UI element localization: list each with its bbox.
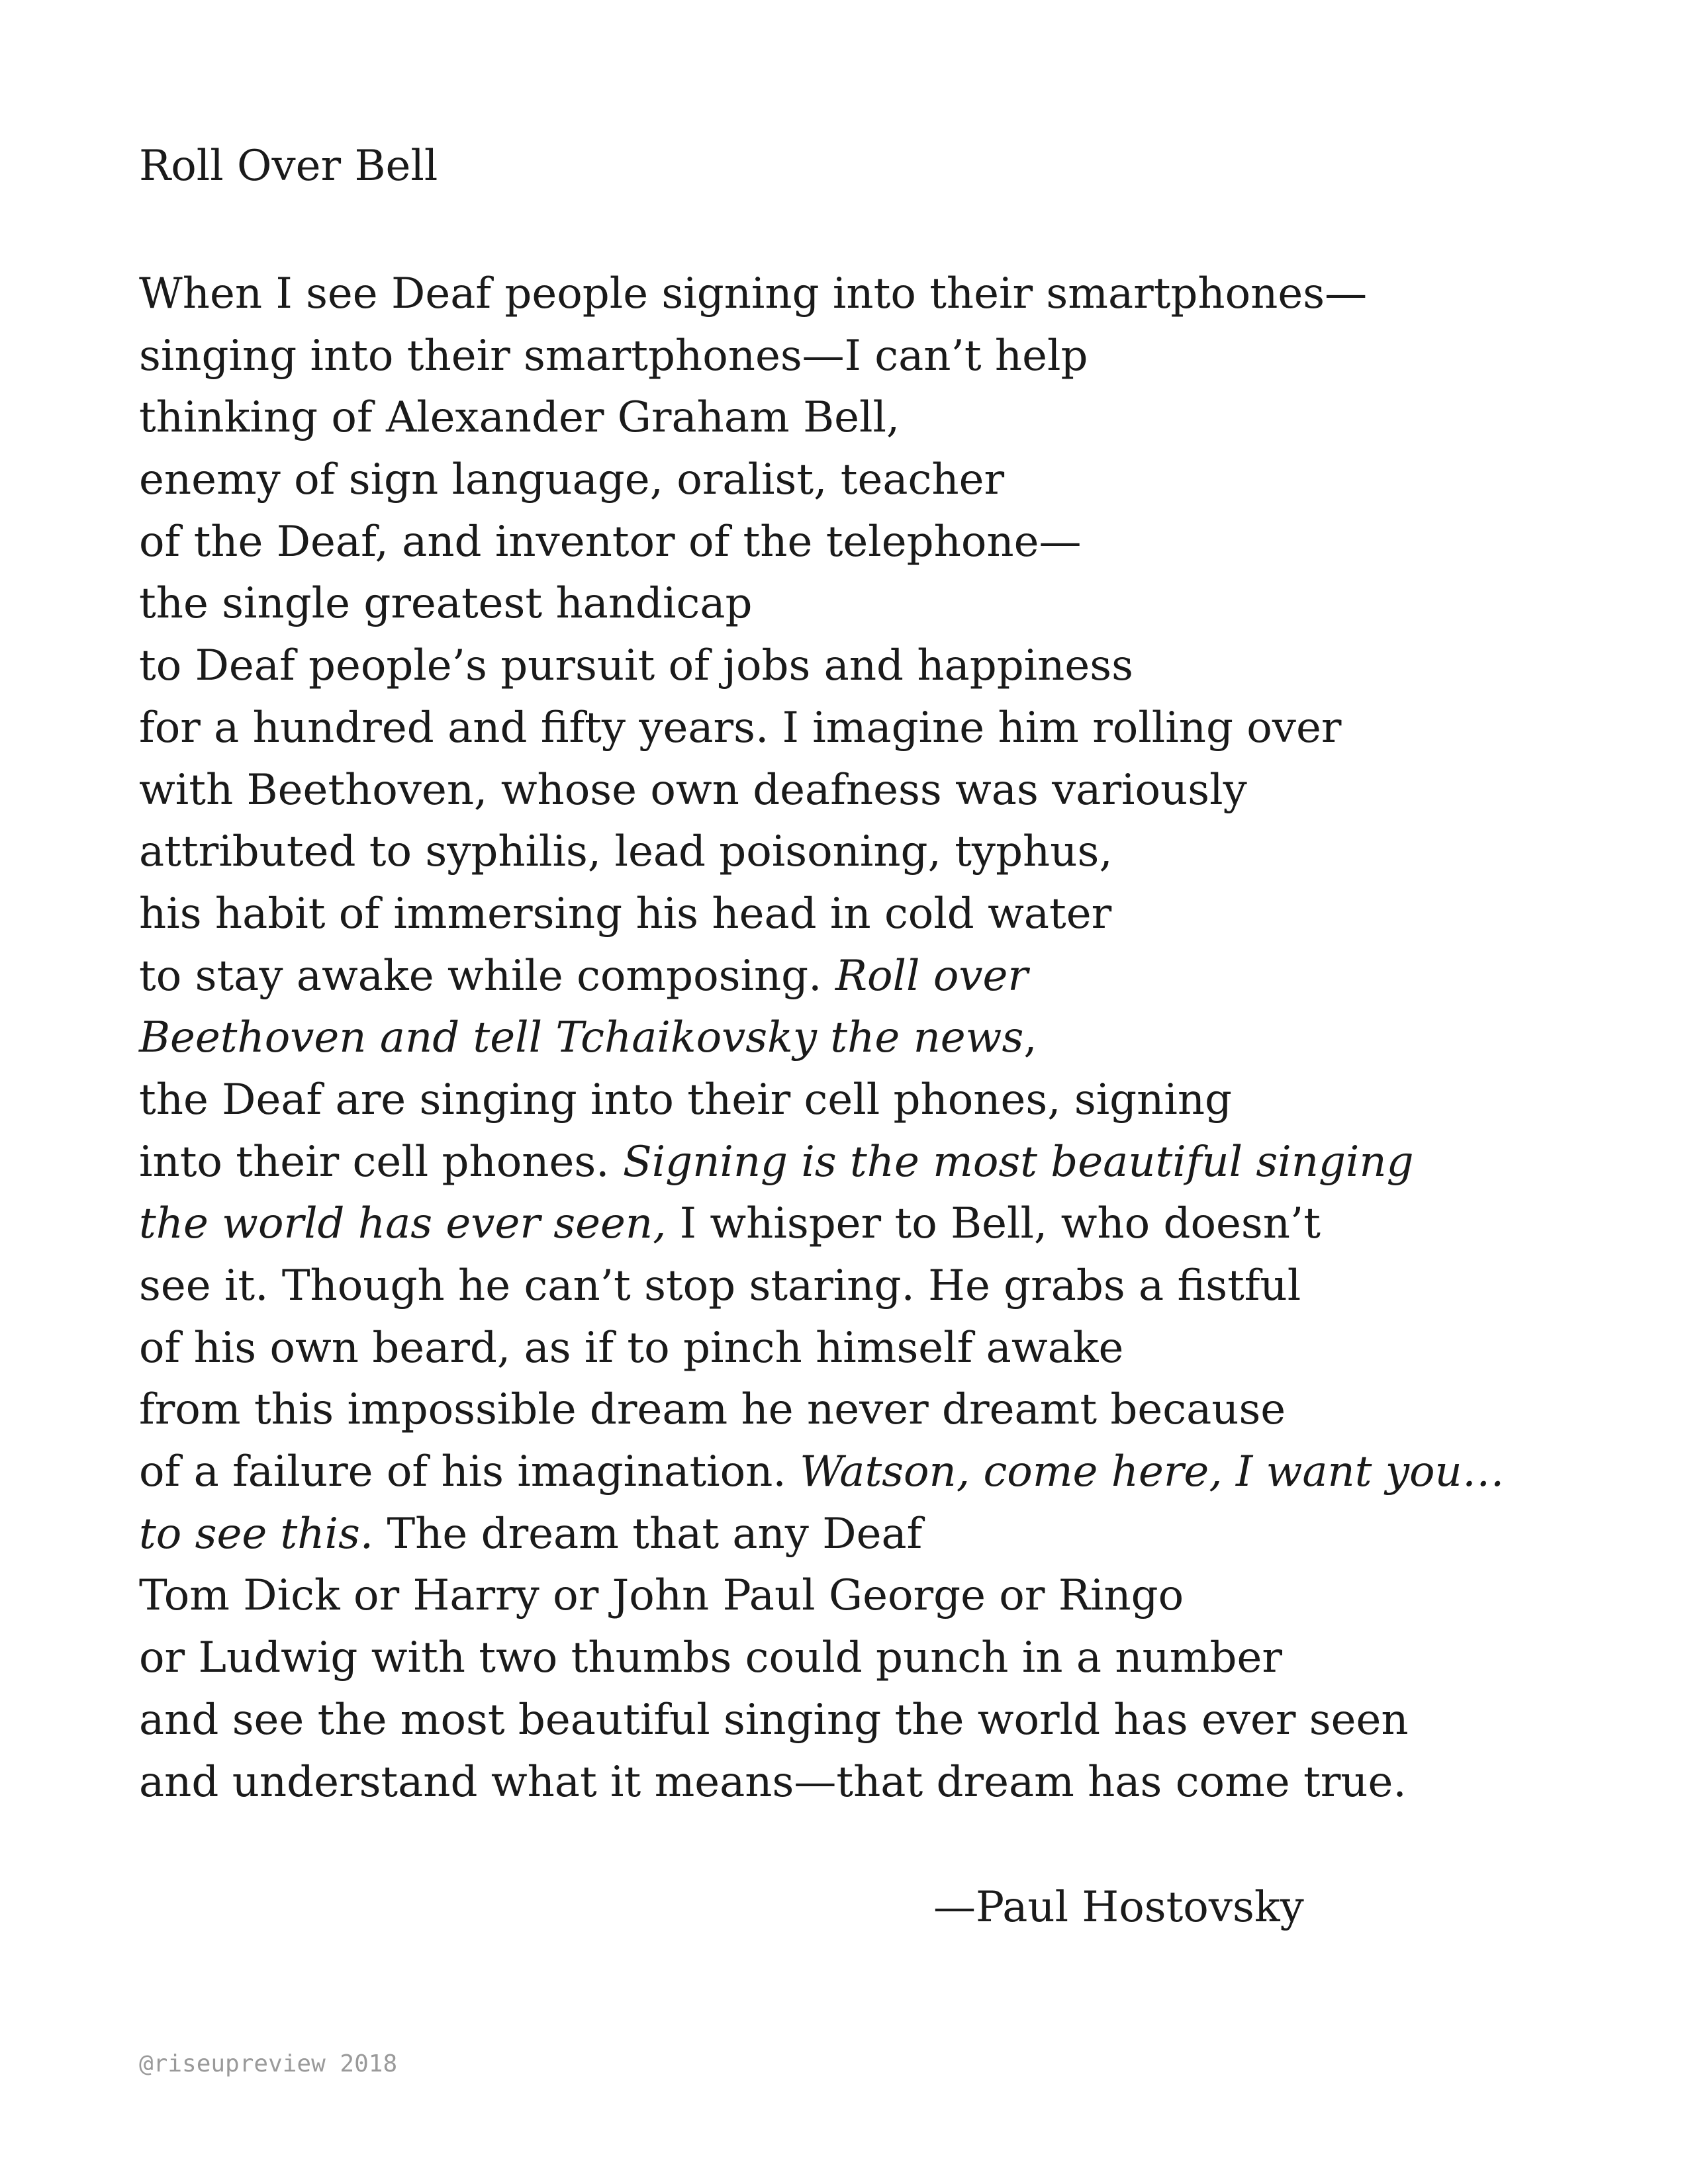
poem-italic-text: the world has ever seen, <box>139 1199 667 1249</box>
poem-text: I whisper to Bell, who doesn’t <box>666 1199 1321 1249</box>
poem-text: The dream that any Deaf <box>373 1509 923 1559</box>
poem-line <box>139 698 1622 760</box>
poem-italic-text: Signing is the most beautiful singing <box>622 1137 1414 1187</box>
poem-text: see it. Though he can’t stop staring. He grabs a fistful <box>139 1261 1301 1310</box>
poem-title: Roll Over Bell <box>139 142 438 191</box>
poem-text: attributed to syphilis, lead poisoning, typhus, <box>139 827 1113 877</box>
poem-line <box>139 1255 1622 1318</box>
poem-line <box>139 512 1622 574</box>
poem-text: of his own beard, as if to pinch himself awake <box>139 1323 1124 1373</box>
poem-line <box>139 1690 1622 1752</box>
poem-line <box>139 760 1622 822</box>
poem-author: —Paul Hostovsky <box>933 1883 1304 1932</box>
poem-line <box>139 1132 1622 1194</box>
poem-line <box>139 1193 1622 1255</box>
poem-text: to Deaf people’s pursuit of jobs and happiness <box>139 641 1133 691</box>
poem-italic-text: to see this. <box>139 1509 374 1559</box>
poem-text: thinking of Alexander Graham Bell, <box>139 393 900 443</box>
poem-text: of the Deaf, and inventor of the telephone— <box>139 517 1082 567</box>
poem-text: with Beethoven, whose own deafness was variously <box>139 765 1247 815</box>
poem-line <box>139 1318 1622 1380</box>
poem-line <box>139 573 1622 635</box>
poem-line <box>139 1627 1622 1690</box>
poem-body <box>139 263 1622 1813</box>
footer-credit: @riseupreview 2018 <box>139 2050 398 2077</box>
poem-line <box>139 326 1622 388</box>
poem-text: When I see Deaf people signing into their smartphones— <box>139 269 1368 318</box>
poem-text: singing into their smartphones—I can’t help <box>139 331 1088 381</box>
poem-text: Tom Dick or Harry or John Paul George or Ringo <box>139 1571 1184 1621</box>
poem-line <box>139 1504 1622 1566</box>
poem-text: into their cell phones. <box>139 1137 623 1187</box>
poem-line <box>139 1379 1622 1441</box>
poem-italic-text: Watson, come here, I want you… <box>800 1447 1505 1497</box>
poem-line <box>139 1565 1622 1627</box>
poem-text: enemy of sign language, oralist, teacher <box>139 455 1005 505</box>
poem-line <box>139 635 1622 698</box>
poem-text: and see the most beautiful singing the world has ever seen <box>139 1695 1409 1745</box>
poem-text: to stay awake while composing. <box>139 951 835 1001</box>
poem-line <box>139 884 1622 946</box>
poem-text: or Ludwig with two thumbs could punch in a number <box>139 1633 1282 1683</box>
poem-text: the single greatest handicap <box>139 579 753 629</box>
poem-text: the Deaf are singing into their cell phones, signing <box>139 1075 1232 1124</box>
poem-text: for a hundred and fifty years. I imagine him rolling over <box>139 703 1342 752</box>
poem-text: and understand what it means—that dream has come true. <box>139 1757 1407 1807</box>
poem-line <box>139 946 1622 1008</box>
poem-italic-text: Roll over <box>835 951 1028 1001</box>
poem-line <box>139 1752 1622 1814</box>
poem-line <box>139 449 1622 512</box>
poem-text: , <box>1023 1013 1037 1063</box>
poem-text: of a failure of his imagination. <box>139 1447 800 1497</box>
poem-text: from this impossible dream he never dreamt because <box>139 1385 1286 1435</box>
poem-line <box>139 1069 1622 1132</box>
poem-line <box>139 387 1622 449</box>
poem-line <box>139 263 1622 326</box>
poem-italic-text: Beethoven and tell Tchaikovsky the news <box>139 1013 1024 1063</box>
poem-line <box>139 1007 1622 1069</box>
poem-line <box>139 1441 1622 1504</box>
poem-text: his habit of immersing his head in cold water <box>139 889 1112 938</box>
poem-line <box>139 821 1622 884</box>
